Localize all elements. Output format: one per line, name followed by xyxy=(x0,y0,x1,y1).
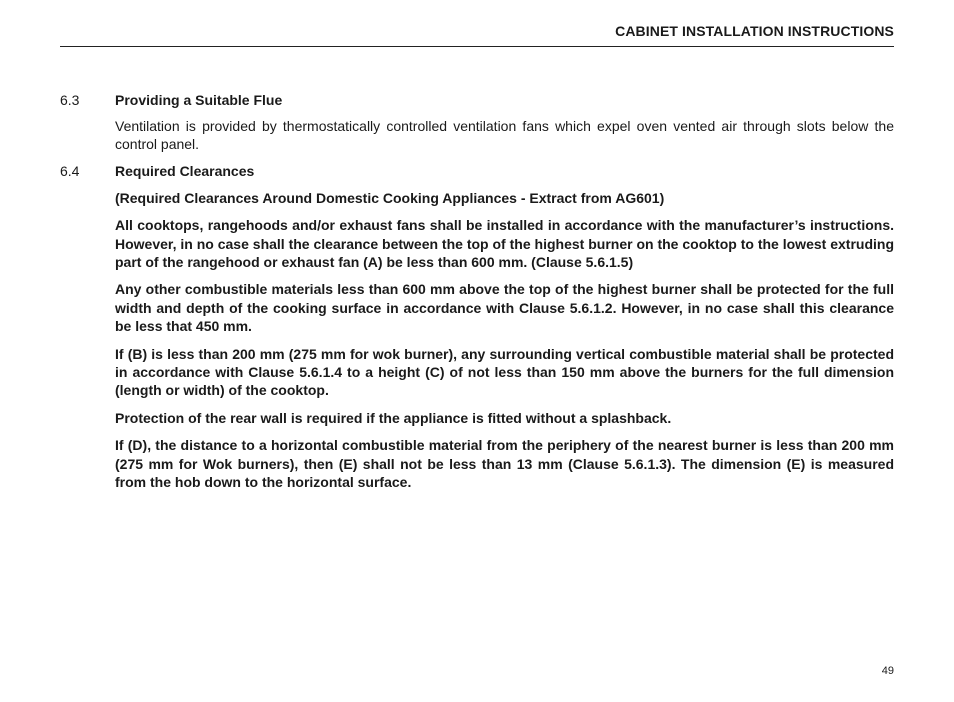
section-heading-6-3 xyxy=(60,91,894,109)
section-heading-6-4 xyxy=(60,162,894,180)
document-body xyxy=(60,91,894,492)
paragraph-ventilation: Ventilation is provided by thermostatically controlled ventilation fans which expel oven vented air through slots below the control panel. xyxy=(115,118,894,153)
header-divider xyxy=(60,46,894,47)
paragraph-combustible-materials: Any other combustible materials less than 600 mm above the top of the highest burner shall be protected for the full width and depth of the cooking surface in accordance with Clause 5.6.1.2. However, in no case shall this clearance be less that 450 mm. xyxy=(115,281,894,335)
section-number: 6.4 xyxy=(60,162,80,179)
paragraph-horizontal-clearance: If (D), the distance to a horizontal combustible material from the periphery of the nearest burner is less than 200 mm (275 mm for Wok burners), then (E) shall not be less than 13 mm (Clause 5.6.1.3). The dimension (E) is measured from the hob down to the horizontal surface. xyxy=(115,437,894,491)
paragraph-rear-wall: Protection of the rear wall is required if the appliance is fitted without a splashback. xyxy=(115,409,672,426)
page-number: 49 xyxy=(881,665,894,677)
section-title: Providing a Suitable Flue xyxy=(115,92,283,108)
paragraph-subtitle: (Required Clearances Around Domestic Cooking Appliances - Extract from AG601) xyxy=(115,189,665,206)
paragraph-vertical-clearance: If (B) is less than 200 mm (275 mm for wok burner), any surrounding vertical combustible material shall be protected in accordance with Clause 5.6.1.4 to a height (C) of not less than 150 mm above the burners for the full dimension (length or width) of the cooktop. xyxy=(115,345,894,399)
header-title: CABINET INSTALLATION INSTRUCTIONS xyxy=(615,23,894,39)
section-number: 6.3 xyxy=(60,92,80,108)
section-title: Required Clearances xyxy=(115,162,255,179)
paragraph-cooktops: All cooktops, rangehoods and/or exhaust fans shall be installed in accordance with the manufacturer’s instructions. However, in no case shall the clearance between the top of the highest burner on the cooktop to the lowest extruding part of the rangehood or exhaust fan (A) be less than 600 mm. (Clause 5.6.1.5) xyxy=(115,217,894,271)
